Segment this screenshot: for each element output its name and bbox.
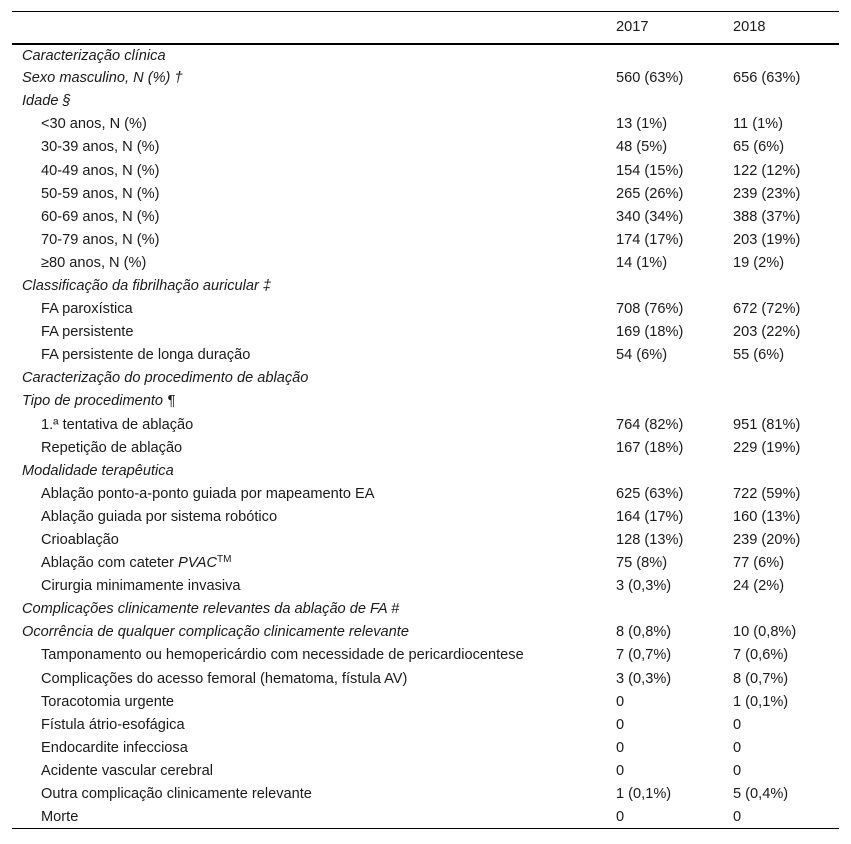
value-2018: 1 (0,1%) — [733, 693, 789, 710]
value-2017: 3 (0,3%) — [616, 670, 672, 687]
value-2018: 8 (0,7%) — [733, 670, 789, 687]
value-2017: 3 (0,3%) — [616, 578, 672, 595]
row-label-text: Crioablação — [41, 532, 119, 549]
header-year-2017: 2017 — [610, 12, 727, 44]
section-label — [12, 274, 610, 297]
value-2018: 229 (19%) — [733, 439, 801, 456]
row-label — [12, 736, 610, 759]
table-row — [12, 713, 839, 736]
value-2017 — [610, 274, 727, 297]
row-label-text: Cirurgia minimamente invasiva — [41, 578, 241, 595]
value-2018 — [727, 90, 839, 113]
row-label-text: Endocardite infecciosa — [41, 739, 188, 756]
row-label-text: Ocorrência de qualquer complicação clinicamente relevante — [22, 624, 409, 641]
value-2017 — [610, 44, 727, 67]
table-row — [12, 783, 839, 806]
value-2018 — [727, 274, 839, 297]
row-label-text: Tipo de procedimento ¶ — [22, 393, 175, 410]
value-2018: 656 (63%) — [733, 70, 801, 87]
value-2017 — [610, 390, 727, 413]
value-2018: 388 (37%) — [733, 208, 801, 225]
table-row — [12, 528, 839, 551]
value-2017: 48 (5%) — [616, 139, 668, 156]
table-row — [12, 413, 839, 436]
table-row — [12, 621, 839, 644]
row-label — [12, 759, 610, 782]
row-label — [12, 783, 610, 806]
table-row — [12, 228, 839, 251]
value-2018: 722 (59%) — [733, 485, 801, 502]
table-header — [12, 12, 839, 44]
table-row — [12, 205, 839, 228]
row-label — [12, 182, 610, 205]
value-2018: 203 (19%) — [733, 231, 801, 248]
value-2017: 13 (1%) — [616, 116, 668, 133]
table-row — [12, 644, 839, 667]
table-row — [12, 159, 839, 182]
row-label-text: Complicações do acesso femoral (hematoma, fístula AV) — [41, 670, 408, 687]
row-label-text: 50-59 anos, N (%) — [41, 185, 160, 202]
table-row — [12, 806, 839, 829]
value-2017: 340 (34%) — [616, 208, 684, 225]
value-2018: 122 (12%) — [733, 162, 801, 179]
row-label-text: 40-49 anos, N (%) — [41, 162, 160, 179]
table-row — [12, 436, 839, 459]
row-label — [12, 344, 610, 367]
value-2017: 154 (15%) — [616, 162, 684, 179]
row-label — [12, 159, 610, 182]
value-2018: 0 — [733, 716, 742, 733]
table-row — [12, 759, 839, 782]
value-2017 — [610, 598, 727, 621]
table-row — [12, 459, 839, 482]
section-label — [12, 367, 610, 390]
value-2018: 239 (20%) — [733, 532, 801, 549]
value-2017: 14 (1%) — [616, 254, 668, 271]
value-2017: 174 (17%) — [616, 231, 684, 248]
section-label — [12, 44, 610, 67]
table-row — [12, 575, 839, 598]
header-row — [12, 12, 839, 44]
value-2018: 5 (0,4%) — [733, 786, 789, 803]
value-2017: 8 (0,8%) — [616, 624, 672, 641]
value-2018: 0 — [733, 739, 742, 756]
section-label — [12, 67, 610, 90]
table-row — [12, 390, 839, 413]
row-label-text: 30-39 anos, N (%) — [41, 139, 160, 156]
table-row — [12, 482, 839, 505]
row-label-text: Sexo masculino, N (%) † — [22, 70, 183, 87]
table-row — [12, 505, 839, 528]
value-2017: 764 (82%) — [616, 416, 684, 433]
value-2018 — [727, 598, 839, 621]
table-body — [12, 44, 839, 829]
row-label-text: Tamponamento ou hemopericárdio com necessidade de pericardiocentese — [41, 647, 524, 664]
row-label — [12, 528, 610, 551]
row-label-text: ≥80 anos, N (%) — [41, 254, 147, 271]
row-label — [12, 482, 610, 505]
trademark-superscript: TM — [217, 554, 232, 566]
value-2017: 169 (18%) — [616, 324, 684, 341]
value-2018: 160 (13%) — [733, 508, 801, 525]
row-label-text: Classificação da fibrilhação auricular ‡ — [22, 277, 272, 294]
row-label-text: Complicações clinicamente relevantes da ablação de FA # — [22, 601, 400, 618]
row-label-text: Morte — [41, 808, 79, 825]
value-2017: 75 (8%) — [616, 555, 668, 572]
value-2017 — [610, 459, 727, 482]
table-row — [12, 667, 839, 690]
table-row — [12, 690, 839, 713]
value-2018 — [727, 390, 839, 413]
row-label — [12, 251, 610, 274]
value-2018 — [727, 459, 839, 482]
row-label — [12, 228, 610, 251]
table-row — [12, 251, 839, 274]
section-label — [12, 621, 610, 644]
row-label-text: 1.ª tentativa de ablação — [41, 416, 194, 433]
value-2018: 24 (2%) — [733, 578, 785, 595]
table-row — [12, 298, 839, 321]
ablation-statistics-table — [12, 11, 839, 829]
value-2017: 625 (63%) — [616, 485, 684, 502]
row-label-text: FA persistente de longa duração — [41, 347, 251, 364]
section-label — [12, 598, 610, 621]
value-2017: 0 — [616, 739, 625, 756]
value-2017: 167 (18%) — [616, 439, 684, 456]
row-label — [12, 298, 610, 321]
table-row — [12, 67, 839, 90]
row-label — [12, 806, 610, 829]
section-label — [12, 390, 610, 413]
row-label-text: Caracterização clínica — [22, 47, 166, 64]
table-row — [12, 182, 839, 205]
row-label-text: Outra complicação clinicamente relevante — [41, 786, 312, 803]
table-row — [12, 90, 839, 113]
row-label-text: Repetição de ablação — [41, 439, 183, 456]
value-2018 — [727, 367, 839, 390]
row-label-emphasis: PVAC — [178, 555, 218, 572]
row-label — [12, 713, 610, 736]
row-label-text: Idade § — [22, 93, 71, 110]
value-2017: 708 (76%) — [616, 301, 684, 318]
table-row — [12, 321, 839, 344]
table-row — [12, 136, 839, 159]
value-2017 — [610, 90, 727, 113]
row-label — [12, 321, 610, 344]
table-row — [12, 344, 839, 367]
header-label-column — [12, 12, 610, 44]
table-row — [12, 113, 839, 136]
row-label-text: Toracotomia urgente — [41, 693, 175, 710]
row-label-text: Ablação com cateter — [41, 555, 179, 572]
value-2018: 7 (0,6%) — [733, 647, 789, 664]
row-label — [12, 113, 610, 136]
row-label — [12, 136, 610, 159]
value-2018: 11 (1%) — [733, 116, 784, 133]
row-label-text: <30 anos, N (%) — [41, 116, 147, 133]
value-2017: 0 — [616, 762, 625, 779]
value-2018: 951 (81%) — [733, 416, 801, 433]
value-2018: 65 (6%) — [733, 139, 785, 156]
row-label-text: Ablação ponto-a-ponto guiada por mapeamento EA — [41, 485, 375, 502]
table-row — [12, 367, 839, 390]
value-2018: 10 (0,8%) — [733, 624, 797, 641]
row-label — [12, 644, 610, 667]
value-2017 — [610, 367, 727, 390]
row-label — [12, 436, 610, 459]
row-label — [12, 205, 610, 228]
value-2018: 0 — [727, 806, 839, 829]
value-2017: 560 (63%) — [616, 70, 684, 87]
value-2017: 54 (6%) — [616, 347, 668, 364]
value-2017: 1 (0,1%) — [616, 786, 672, 803]
row-label-text: 60-69 anos, N (%) — [41, 208, 160, 225]
row-label — [12, 505, 610, 528]
value-2018: 55 (6%) — [733, 347, 785, 364]
section-label — [12, 459, 610, 482]
section-label — [12, 90, 610, 113]
value-2017: 0 — [616, 693, 625, 710]
table-row — [12, 736, 839, 759]
row-label-text: Modalidade terapêutica — [22, 462, 174, 479]
value-2018: 19 (2%) — [733, 254, 785, 271]
value-2018: 0 — [733, 762, 742, 779]
value-2017: 0 — [616, 716, 625, 733]
table-row — [12, 44, 839, 67]
value-2017: 128 (13%) — [616, 532, 684, 549]
row-label-text: FA persistente — [41, 324, 134, 341]
row-label-text: Acidente vascular cerebral — [41, 762, 213, 779]
value-2017: 7 (0,7%) — [616, 647, 672, 664]
value-2018: 239 (23%) — [733, 185, 801, 202]
row-label-text: 70-79 anos, N (%) — [41, 231, 160, 248]
data-table-container — [12, 11, 839, 829]
row-label — [12, 575, 610, 598]
value-2018: 203 (22%) — [733, 324, 801, 341]
value-2018: 77 (6%) — [733, 555, 785, 572]
value-2017: 164 (17%) — [616, 508, 684, 525]
row-label-text: Fístula átrio-esofágica — [41, 716, 185, 733]
table-row — [12, 552, 839, 575]
value-2017: 0 — [610, 806, 727, 829]
table-row — [12, 274, 839, 297]
row-label — [12, 690, 610, 713]
row-label — [12, 552, 610, 575]
row-label — [12, 413, 610, 436]
row-label-text: Ablação guiada por sistema robótico — [41, 508, 278, 525]
value-2018 — [727, 44, 839, 67]
value-2018: 672 (72%) — [733, 301, 801, 318]
row-label-text: Caracterização do procedimento de ablação — [22, 370, 309, 387]
value-2017: 265 (26%) — [616, 185, 684, 202]
header-year-2018: 2018 — [727, 12, 839, 44]
row-label — [12, 667, 610, 690]
table-row — [12, 598, 839, 621]
row-label-text: FA paroxística — [41, 301, 133, 318]
